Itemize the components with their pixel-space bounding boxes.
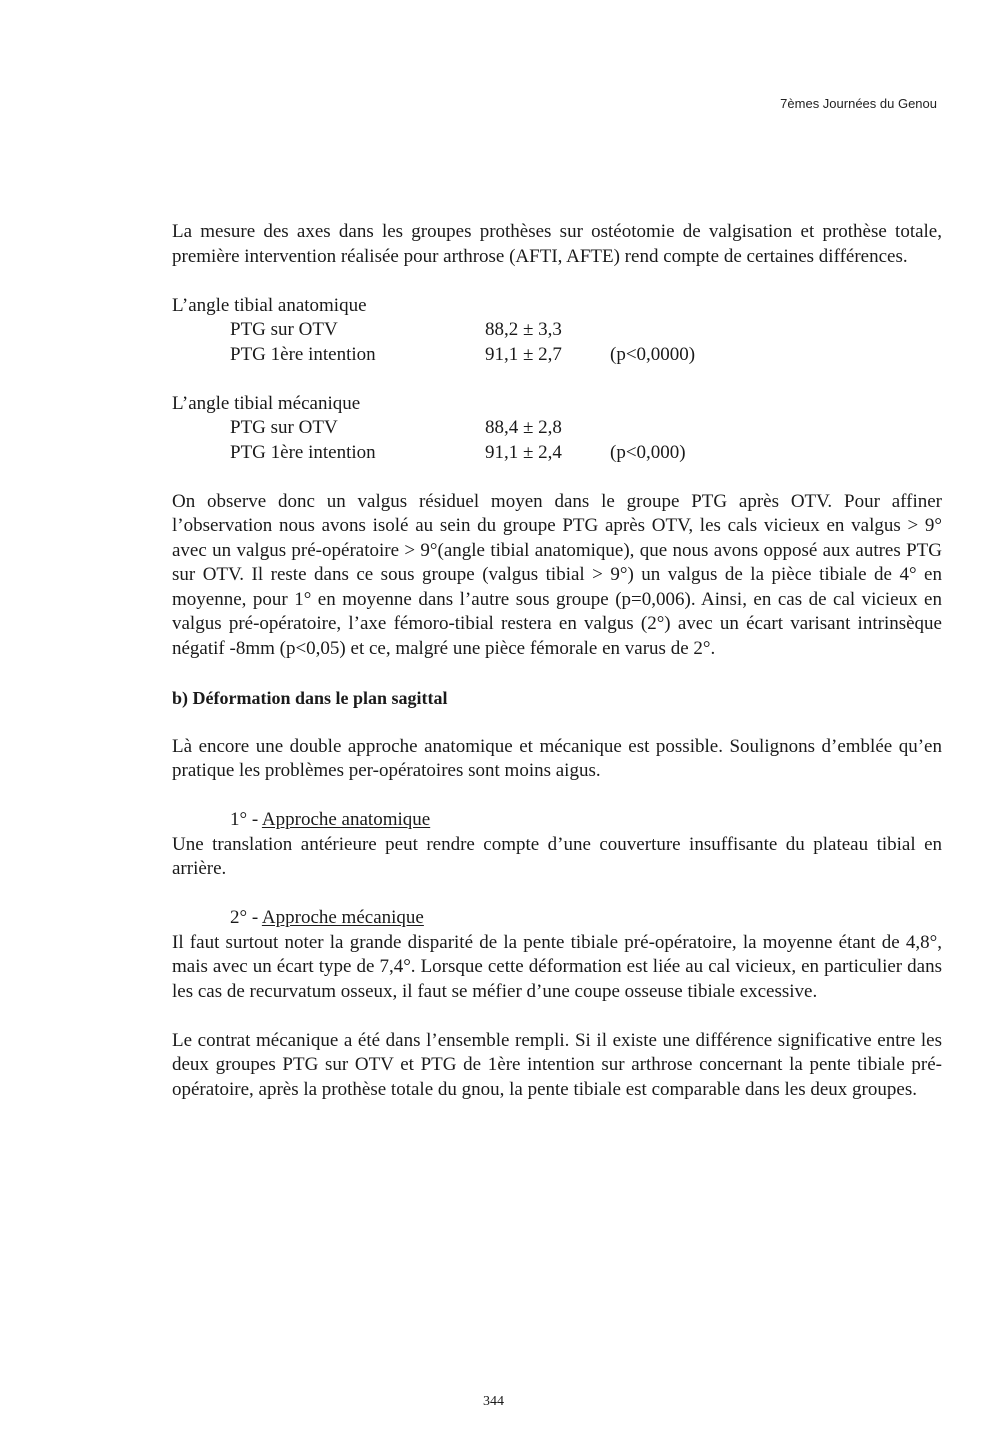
mechanical-angle-block [172, 392, 942, 466]
row-p-value: (p<0,000) [610, 441, 686, 463]
row-value: 91,1 ± 2,4 [485, 441, 562, 463]
mechanical-row-otv [172, 416, 942, 441]
approach-2-number: 2° - [230, 907, 262, 928]
page-number: 344 [483, 1394, 504, 1409]
section-b-intro: Là encore une double approche anatomique et mécanique est possible. Soulignons d’emblée qu’en pratique les problèmes per-opératoires sont moins aigus. [172, 735, 942, 781]
approach-2-heading [172, 906, 942, 931]
row-label: PTG 1ère intention [230, 441, 376, 463]
mechanical-angle-title: L’angle tibial mécanique [172, 392, 361, 414]
spacer [172, 465, 942, 490]
spacer [172, 367, 942, 392]
approach-2-title: Approche mécanique [261, 907, 424, 928]
approach-1-text: Une translation antérieure peut rendre compte d’une couverture insuffisante du plateau tibial en arrière. [172, 833, 942, 879]
row-label: PTG 1ère intention [230, 343, 376, 365]
section-b-title: b) Déformation dans le plan sagittal [172, 687, 448, 708]
spacer [172, 882, 942, 907]
row-label: PTG sur OTV [230, 417, 338, 438]
approach-2-text: Il faut surtout noter la grande disparité de la pente tibiale pré-opératoire, la moyenne étant de 4,8°, mais avec un écart type de 7,4°. Lorsque cette déformation est liée au cal vicieux, en particulier dans les cas de recurvatum osseux, il faut se méfier d’une coupe osseuse tibiale excessive. [172, 931, 942, 1002]
row-value: 88,4 ± 2,8 [485, 417, 562, 438]
page-body [172, 220, 942, 1102]
anatomic-angle-title: L’angle tibial anatomique [172, 294, 367, 316]
running-header: 7èmes Journées du Genou [780, 96, 937, 111]
spacer [172, 784, 942, 809]
spacer [172, 710, 942, 735]
spacer [172, 1004, 942, 1029]
anatomic-angle-block [172, 294, 942, 368]
valgus-paragraph: On observe donc un valgus résiduel moyen dans le groupe PTG après OTV. Pour affiner l’observation nous avons isolé au sein du groupe PTG après OTV, les cals vicieux en valgus > 9° avec un valgus pré-opératoire > 9°(angle tibial anatomique), que nous avons opposé aux autres PTG sur OTV. Il reste dans ce sous groupe (valgus tibial > 9°) un valgus de la pièce tibiale de 4° en moyenne, pour 1° en moyenne dans l’autre sous groupe (p=0,006). Ainsi, en cas de cal vicieux en valgus pré-opératoire, l’axe fémoro-tibial restera en valgus (2°) avec un écart varisant intrinsèque négatif -8mm (p<0,05) et ce, malgré une pièce fémorale en varus de 2°. [172, 490, 942, 659]
anatomic-row-first-intention [172, 343, 942, 368]
approach-1-heading [172, 808, 942, 833]
row-value: 91,1 ± 2,7 [485, 343, 562, 365]
intro-paragraph: La mesure des axes dans les groupes prothèses sur ostéotomie de valgisation et prothèse totale, première intervention réalisée pour arthrose (AFTI, AFTE) rend compte de certaines différences. [172, 221, 942, 267]
approach-1-number: 1° - [230, 809, 262, 830]
conclusion-paragraph: Le contrat mécanique a été dans l’ensemble rempli. Si il existe une différence significative entre les deux groupes PTG sur OTV et PTG de 1ère intention sur arthrose concernant la pente tibiale pré-opératoire, après la prothèse totale du gnou, la pente tibiale est comparable dans les deux groupes. [172, 1029, 942, 1100]
approach-1-title: Approche anatomique [261, 809, 431, 830]
row-p-value: (p<0,0000) [610, 343, 696, 365]
mechanical-row-first-intention [172, 441, 942, 466]
spacer [172, 269, 942, 294]
spacer [172, 661, 942, 686]
anatomic-row-otv [172, 318, 942, 343]
row-value: 88,2 ± 3,3 [485, 319, 562, 340]
row-label: PTG sur OTV [230, 319, 338, 340]
